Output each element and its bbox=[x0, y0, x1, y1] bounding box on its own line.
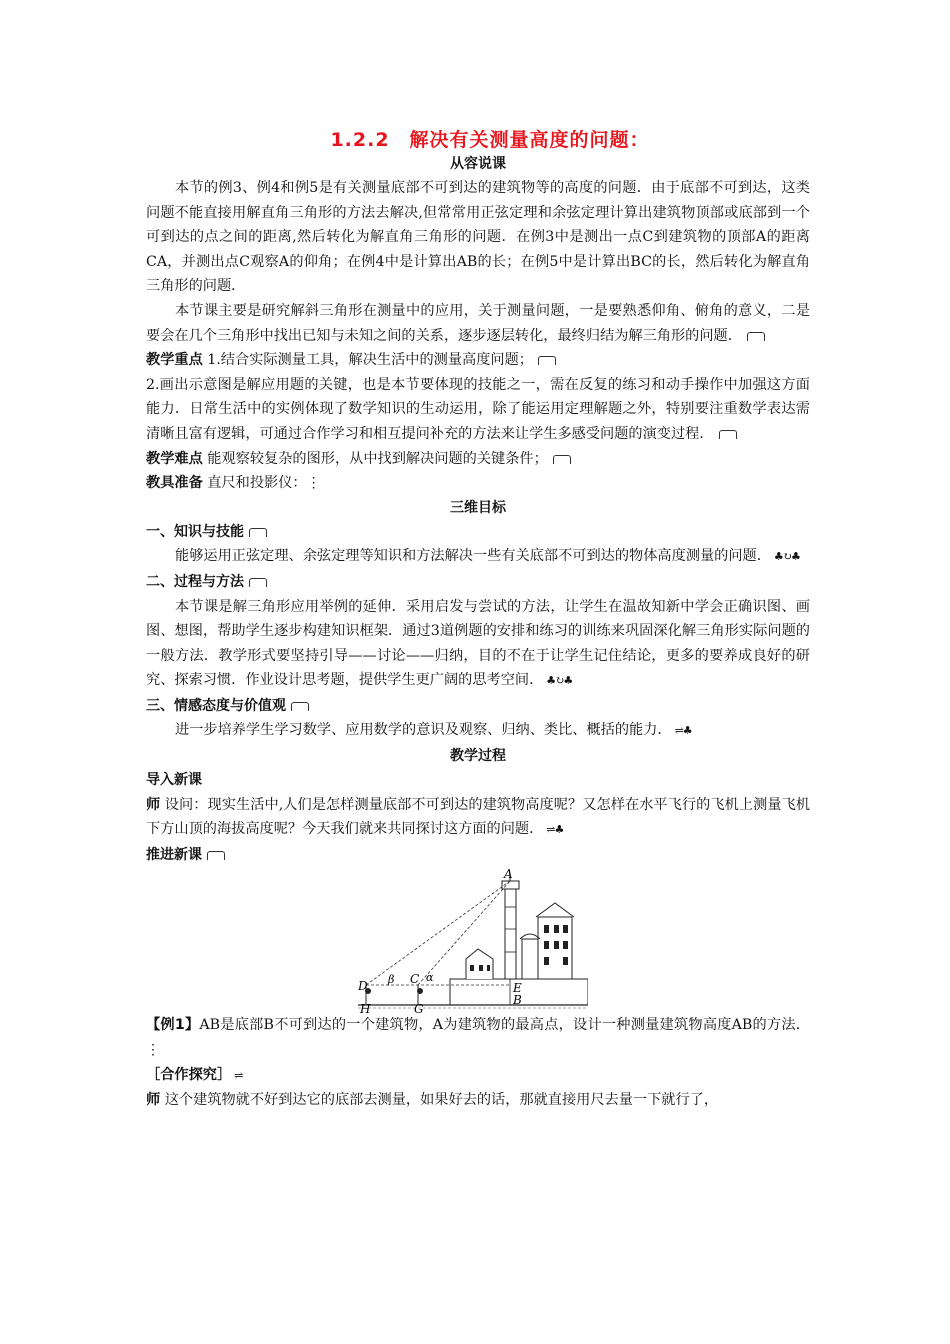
edit-mark-icon bbox=[249, 578, 267, 587]
edit-mark-icon bbox=[291, 702, 309, 711]
small-mark-icon: ⇌♣ bbox=[546, 823, 564, 837]
cycle-mark-icon: ♣↻♣ bbox=[546, 674, 573, 688]
edit-mark-icon bbox=[207, 851, 225, 860]
edit-mark-icon bbox=[538, 356, 556, 365]
label-E: E bbox=[513, 981, 522, 996]
label-B: B bbox=[513, 993, 522, 1008]
focus-item-1: 教学重点 1.结合实际测量工具，解决生活中的测量高度问题； bbox=[146, 348, 810, 373]
goals-heading: 三维目标 bbox=[450, 499, 506, 516]
advance-heading: 推进新课 bbox=[146, 843, 810, 868]
small-mark-icon: ⇌♣ bbox=[674, 724, 692, 738]
cycle-mark-icon: ♣↻♣ bbox=[773, 550, 800, 564]
teacher-remark: 师 这个建筑物就不好到达它的底部去测量，如果好去的话，那就直接用尺去量一下就行了， bbox=[146, 1092, 719, 1109]
intro-paragraph-1: 本节的例3、例4和例5是有关测量底部不可到达的建筑物等的高度的问题．由于底部不可到达，这类问题不能直接用解直角三角形的方法去解决,但常常用正弦定理和余弦定理计算出建筑物顶部或底部到一个可到达的点之间的距离,然后转化为解直角三角形的问题．在例3中是测出一点C到建筑物的顶部A的距离CA，并测出点C观察A的仰角；在例4中是计算出AB的长；在例5中是计算出BC的长，然后转化为解直角三角形的问题． bbox=[146, 180, 810, 295]
edit-mark-icon bbox=[747, 332, 765, 341]
cooperative-inquiry: ［合作探究］ ⇌ bbox=[146, 1066, 243, 1083]
goal-heading-attitude: 三、情感态度与价值观 bbox=[146, 694, 810, 719]
goal-text-attitude: 进一步培养学生学习数学、应用数学的意识及观察、归纳、类比、概括的能力． ⇌♣ bbox=[175, 722, 692, 739]
intro-paragraph-2: 本节课主要是研究解斜三角形在测量中的应用，关于测量问题，一是要熟悉仰角、俯角的意义，二是要会在几个三角形中找出已知与未知之间的关系，逐步逐层转化，最终归结为解三角形的问题． bbox=[146, 302, 810, 344]
intro-new-text: 师 设问：现实生活中,人们是怎样测量底部不可到达的建筑物高度呢？又怎样在水平飞行的飞机上测量飞机下方山顶的海拔高度呢？今天我们就来共同探讨这方面的问题． ⇌♣ bbox=[146, 796, 810, 838]
edit-mark-icon bbox=[249, 528, 267, 537]
subtitle: 从容说课 bbox=[450, 156, 506, 172]
measurement-figure bbox=[146, 867, 810, 1013]
goal-text-process: 本节课是解三角形应用举例的延伸．采用启发与尝试的方法，让学生在温故知新中学会正确识图、画图、想图，帮助学生逐步构建知识框架．通过3道例题的安排和练习的训练来巩固深化解三角形实际问题的一般方法．教学形式要坚持引导——讨论——归纳，目的不在于让学生记住结论，更多的要养成良好的研究、探索习惯．作业设计思考题，提供学生更广阔的思考空间． ♣↻♣ bbox=[146, 598, 810, 689]
process-heading: 教学过程 bbox=[450, 748, 506, 765]
focus-item-2: 2.画出示意图是解应用题的关键，也是本节要体现的技能之一，需在反复的练习和动手操作中加强这方面能力．日常生活中的实例体现了数学知识的生动运用，除了能运用定理解题之外，特别要注重数学表达需清晰且富有逻辑，可通过合作学习和相互提问补充的方法来让学生多感受问题的演变过程． bbox=[146, 376, 810, 442]
example-1: 【例1】AB是底部B不可到达的一个建筑物，A为建筑物的最高点，设计一种测量建筑物高度AB的方法．⋮ bbox=[146, 1017, 810, 1059]
edit-mark-icon bbox=[553, 455, 571, 464]
label-D: D bbox=[358, 979, 368, 994]
label-beta: β bbox=[388, 973, 395, 987]
goal-text-knowledge: 能够运用正弦定理、余弦定理等知识和方法解决一些有关底部不可到达的物体高度测量的问题． ♣↻♣ bbox=[175, 548, 800, 565]
difficulty: 教学难点 能观察较复杂的图形，从中找到解决问题的关键条件； bbox=[146, 447, 810, 472]
edit-mark-icon bbox=[719, 430, 737, 439]
label-alpha: α bbox=[426, 971, 434, 985]
label-H: H bbox=[360, 1002, 371, 1014]
goal-heading-process: 二、过程与方法 bbox=[146, 570, 810, 595]
label-C: C bbox=[410, 972, 420, 987]
tools: 教具准备 直尺和投影仪：⋮ bbox=[146, 475, 321, 492]
tower-diagram bbox=[358, 867, 588, 1013]
page-title: 1.2.2 解决有关测量高度的问题： bbox=[330, 129, 650, 151]
label-A: A bbox=[504, 867, 513, 882]
intro-new-heading: 导入新课 bbox=[146, 772, 202, 789]
label-G: G bbox=[414, 1002, 424, 1014]
document-page bbox=[146, 128, 810, 1113]
goal-heading-knowledge: 一、知识与技能 bbox=[146, 520, 810, 545]
small-mark-icon: ⇌ bbox=[234, 1068, 243, 1082]
